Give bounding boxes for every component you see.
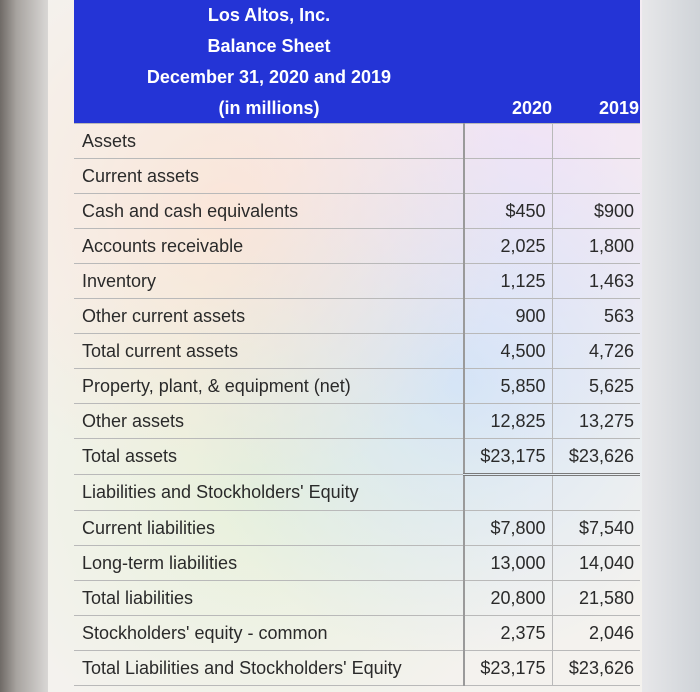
value-2020: 1,125 (464, 264, 552, 299)
row-label: Current liabilities (74, 511, 464, 546)
value-2020: 2,375 (464, 616, 552, 651)
value-2020: 5,850 (464, 369, 552, 404)
value-2020: 2,025 (464, 229, 552, 264)
value-2020: $450 (464, 194, 552, 229)
table-row (74, 124, 640, 159)
row-label: Total current assets (74, 334, 464, 369)
table-row (74, 229, 640, 264)
statement-title: Balance Sheet (207, 36, 331, 56)
value-2019 (552, 159, 640, 194)
value-2020 (464, 475, 552, 511)
balance-sheet-document (48, 0, 642, 692)
value-2019: 1,463 (552, 264, 640, 299)
row-label: Liabilities and Stockholders' Equity (74, 475, 464, 511)
value-2020: 13,000 (464, 546, 552, 581)
company-name: Los Altos, Inc. (207, 5, 331, 25)
table-row (74, 299, 640, 334)
table-row (74, 616, 640, 651)
statement-period: December 31, 2020 and 2019 (146, 67, 392, 87)
row-label: Current assets (74, 159, 464, 194)
table-row (74, 546, 640, 581)
row-label: Other assets (74, 404, 464, 439)
statement-units: (in millions) (218, 98, 320, 118)
table-row (74, 651, 640, 686)
year-2020-header: 2020 (511, 98, 553, 118)
value-2019: 13,275 (552, 404, 640, 439)
value-2019: 4,726 (552, 334, 640, 369)
table-row (74, 439, 640, 475)
value-2019: $23,626 (552, 651, 640, 686)
table-row (74, 159, 640, 194)
value-2019: 21,580 (552, 581, 640, 616)
balance-sheet-table (74, 123, 640, 686)
table-row (74, 581, 640, 616)
value-2019: $900 (552, 194, 640, 229)
table-row (74, 334, 640, 369)
year-2019-header: 2019 (598, 98, 640, 118)
table-row (74, 511, 640, 546)
table-header (74, 0, 640, 124)
table-row (74, 475, 640, 511)
row-label: Inventory (74, 264, 464, 299)
row-label: Property, plant, & equipment (net) (74, 369, 464, 404)
value-2019: $23,626 (552, 439, 640, 475)
row-label: Total Liabilities and Stockholders' Equity (74, 651, 464, 686)
row-label: Total liabilities (74, 581, 464, 616)
balance-sheet-body (74, 124, 640, 686)
row-label: Other current assets (74, 299, 464, 334)
table-row (74, 264, 640, 299)
value-2020: 20,800 (464, 581, 552, 616)
row-label: Total assets (74, 439, 464, 475)
table-row (74, 194, 640, 229)
row-label: Assets (74, 124, 464, 159)
value-2020: $23,175 (464, 651, 552, 686)
value-2019 (552, 475, 640, 511)
value-2019: 2,046 (552, 616, 640, 651)
table-row (74, 369, 640, 404)
value-2020 (464, 124, 552, 159)
row-label: Accounts receivable (74, 229, 464, 264)
row-label: Long-term liabilities (74, 546, 464, 581)
value-2019: 5,625 (552, 369, 640, 404)
value-2020: 12,825 (464, 404, 552, 439)
row-label: Stockholders' equity - common (74, 616, 464, 651)
value-2020 (464, 159, 552, 194)
value-2019: 563 (552, 299, 640, 334)
table-row (74, 404, 640, 439)
value-2020: 900 (464, 299, 552, 334)
value-2019: $7,540 (552, 511, 640, 546)
value-2019: 14,040 (552, 546, 640, 581)
value-2019 (552, 124, 640, 159)
photo-background-left (0, 0, 48, 692)
value-2020: 4,500 (464, 334, 552, 369)
value-2019: 1,800 (552, 229, 640, 264)
row-label: Cash and cash equivalents (74, 194, 464, 229)
value-2020: $23,175 (464, 439, 552, 475)
value-2020: $7,800 (464, 511, 552, 546)
